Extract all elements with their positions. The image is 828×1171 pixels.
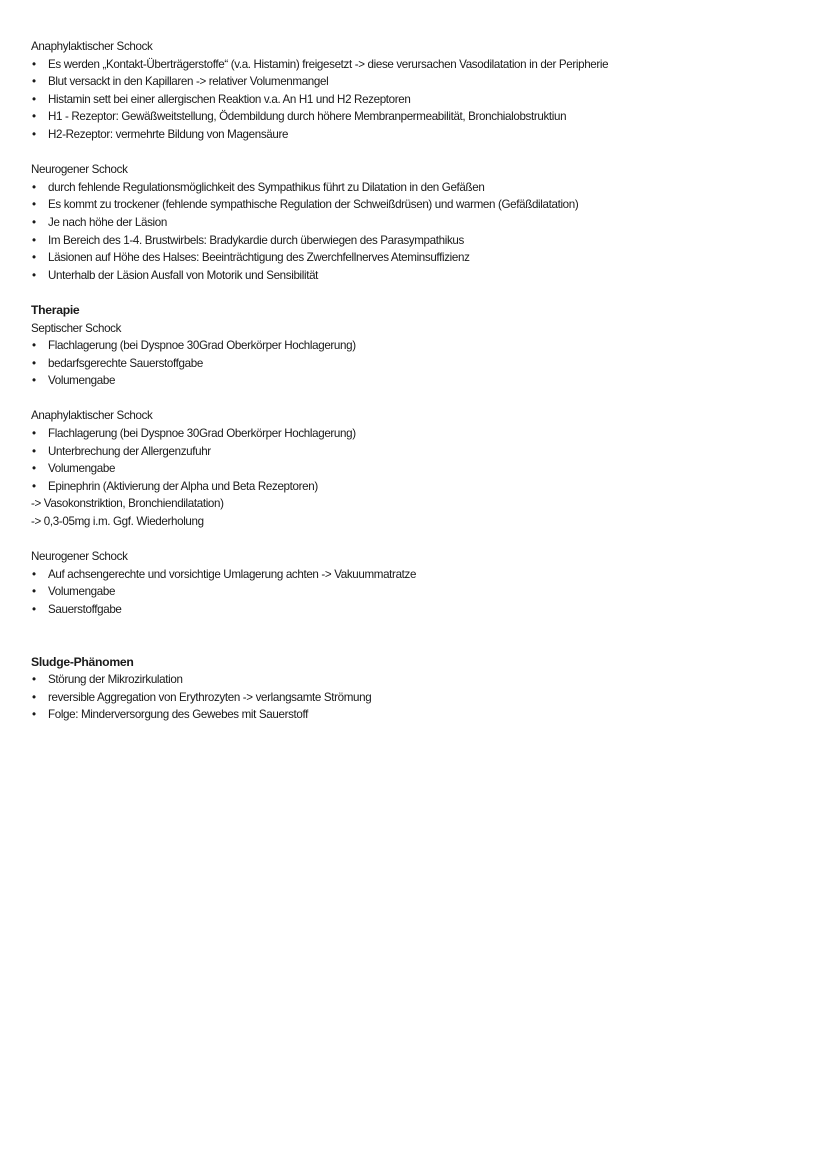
bullet-icon: • [32,180,36,194]
list-item: • Volumengabe [31,460,811,478]
spacer [31,284,811,302]
bullet-icon: • [32,127,36,141]
section-title-therapie-septisch: Septischer Schock [31,321,122,335]
bullet-icon: • [32,92,36,106]
list-item: • bedarfsgerechte Sauerstoffgabe [31,355,811,373]
bullet-icon: • [32,479,36,493]
bullet-icon: • [32,708,36,722]
list-item: • Im Bereich des 1-4. Brustwirbels: Bradykardie durch überwiegen des Parasympathikus [31,232,811,250]
heading-sludge: Sludge-Phänomen [31,654,134,669]
list-item: • Blut versackt in den Kapillaren -> relativer Volumenmangel [31,73,811,91]
bullet-icon: • [32,356,36,370]
bullet-icon: • [32,462,36,476]
bullet-icon: • [32,268,36,282]
bullet-icon: • [32,603,36,616]
bullet-icon: • [32,567,36,581]
document-page [31,38,811,724]
list-item: • Unterbrechung der Allergenzufuhr [31,443,811,461]
bullet-icon: • [32,585,36,599]
spacer [31,619,811,645]
list-item: • Auf achsengerechte und vorsichtige Umlagerung achten -> Vakuummatratze [31,566,811,584]
list-item: • Epinephrin (Aktivierung der Alpha und Beta Rezeptoren) [31,478,811,496]
section-title-therapie-neurogen: Neurogener Schock [31,550,128,564]
list-item: • Flachlagerung (bei Dyspnoe 30Grad Oberkörper Hochlagerung) [31,337,811,355]
bullet-icon: • [32,251,36,265]
spacer [31,531,811,549]
bullet-icon: • [32,690,36,704]
bullet-icon: • [32,339,36,353]
bullet-list-anaphylaktisch [31,56,811,144]
bullet-list-sludge [31,671,811,724]
heading-therapie: Therapie [31,302,80,317]
list-item: • Störung der Mikrozirkulation [31,671,811,689]
list-item: • reversible Aggregation von Erythrozyten -> verlangsamte Strömung [31,689,811,707]
bullet-list-therapie-neurogen [31,566,811,619]
bullet-icon: • [32,444,36,458]
bullet-list-neurogen [31,179,811,285]
section-title-therapie-anaphylaktisch: Anaphylaktischer Schock [31,409,153,423]
list-item: • Histamin sett bei einer allergischen Reaktion v.a. An H1 und H2 Rezeptoren [31,91,811,109]
bullet-icon: • [32,233,36,247]
bullet-icon: • [32,374,36,388]
section-title-neurogen: Neurogener Schock [31,163,128,177]
section-title-anaphylaktisch: Anaphylaktischer Schock [31,40,153,53]
list-item: • Je nach höhe der Läsion [31,214,811,232]
spacer [31,390,811,408]
bullet-icon: • [32,110,36,124]
bullet-list-therapie-anaphylaktisch [31,425,811,495]
spacer [31,144,811,162]
list-item: • Folge: Minderversorgung des Gewebes mit Sauerstoff [31,706,811,724]
spacer [31,645,811,654]
bullet-icon: • [32,673,36,687]
list-item: • Volumengabe [31,583,811,601]
bullet-icon: • [32,198,36,212]
list-item: • Es kommt zu trockener (fehlende sympathische Regulation der Schweißdrüsen) und warmen (Gefäßdilatation) [31,196,811,214]
bullet-icon: • [32,57,36,71]
list-item: • H1 - Rezeptor: Gewäßweitstellung, Ödembildung durch höhere Membranpermeabilität, Bronchialobstruktiun [31,108,811,126]
bullet-list-therapie-septisch [31,337,811,390]
list-item: • Es werden „Kontakt-Überträgerstoffe“ (v.a. Histamin) freigesetzt -> diese verursachen Vasodilatation in der Peripherie [31,56,811,74]
list-item: • Flachlagerung (bei Dyspnoe 30Grad Oberkörper Hochlagerung) [31,425,811,443]
bullet-icon: • [32,75,36,89]
note-line: -> Vasokonstriktion, Bronchiendilatation) [31,497,224,511]
list-item: • H2-Rezeptor: vermehrte Bildung von Magensäure [31,126,811,144]
list-item: • Sauerstoffgabe [31,601,811,619]
note-line: -> 0,3-05mg i.m. Ggf. Wiederholung [31,515,204,529]
list-item: • Unterhalb der Läsion Ausfall von Motorik und Sensibilität [31,267,811,285]
list-item: • Läsionen auf Höhe des Halses: Beeinträchtigung des Zwerchfellnerves Ateminsuffizienz [31,249,811,267]
list-item: • durch fehlende Regulationsmöglichkeit des Sympathikus führt zu Dilatation in den Gefäßen [31,179,811,197]
list-item: • Volumengabe [31,372,811,390]
bullet-icon: • [32,427,36,441]
bullet-icon: • [32,215,36,229]
